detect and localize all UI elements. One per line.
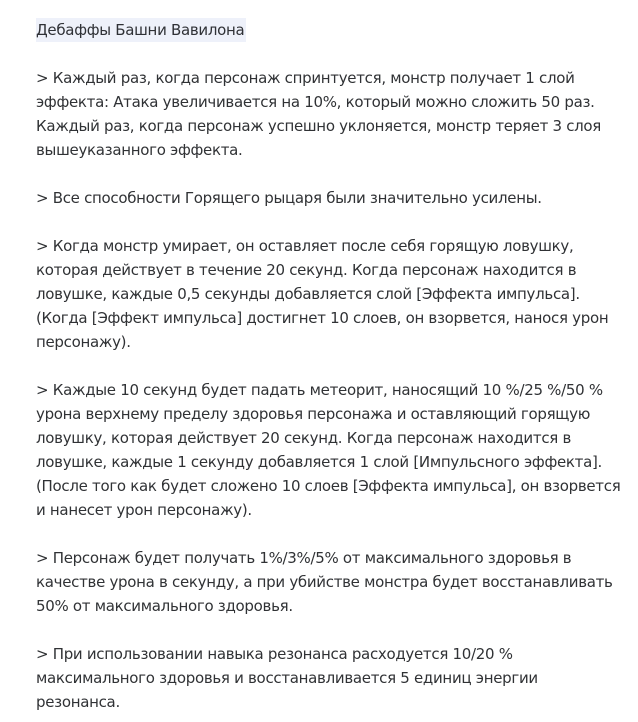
page-title: Дебаффы Башни Вавилона	[36, 18, 246, 42]
paragraph-meteor: > Каждые 10 секунд будет падать метеорит, наносящий 10 %/25 %/50 % урона верхнему пределу здоровья персонажа и оставляющий горящую ловушку, которая действует 20 секунд. Когда персонаж находится в ловушке, каждые 1 секунду добавляется 1 слой [Импульсного эффекта]. (После того как будет сложено 10 слоев [Эффекта импульса], он взорвется и нанесет урон персонажу).	[36, 381, 621, 519]
title-container	[36, 18, 634, 42]
paragraph-health-drain: > Персонаж будет получать 1%/3%/5% от максимального здоровья в качестве урона в секунду, а при убийстве монстра будет восстанавливать 50% от максимального здоровья.	[36, 549, 613, 615]
paragraph-burning-trap: > Когда монстр умирает, он оставляет после себя горящую ловушку, которая действует в течение 20 секунд. Когда персонаж находится в ловушке, каждые 0,5 секунды добавляется слой [Эффекта импульса]. (Когда [Эффект импульса] достигнет 10 слоев, он взорвется, нанося урон персонажу).	[36, 237, 609, 351]
document-body	[36, 18, 634, 714]
paragraph-sprint-debuff: > Каждый раз, когда персонаж спринтуется, монстр получает 1 слой эффекта: Атака увеличивается на 10%, который можно сложить 50 раз. Каждый раз, когда персонаж успешно уклоняется, монстр теряет 3 слоя вышеуказанного эффекта.	[36, 69, 602, 159]
paragraph-resonance-skill: > При использовании навыка резонанса расходуется 10/20 % максимального здоровья и восстанавливается 5 единиц энергии резонанса.	[36, 645, 538, 711]
paragraph-burning-knight: > Все способности Горящего рыцаря были значительно усилены.	[36, 189, 542, 207]
